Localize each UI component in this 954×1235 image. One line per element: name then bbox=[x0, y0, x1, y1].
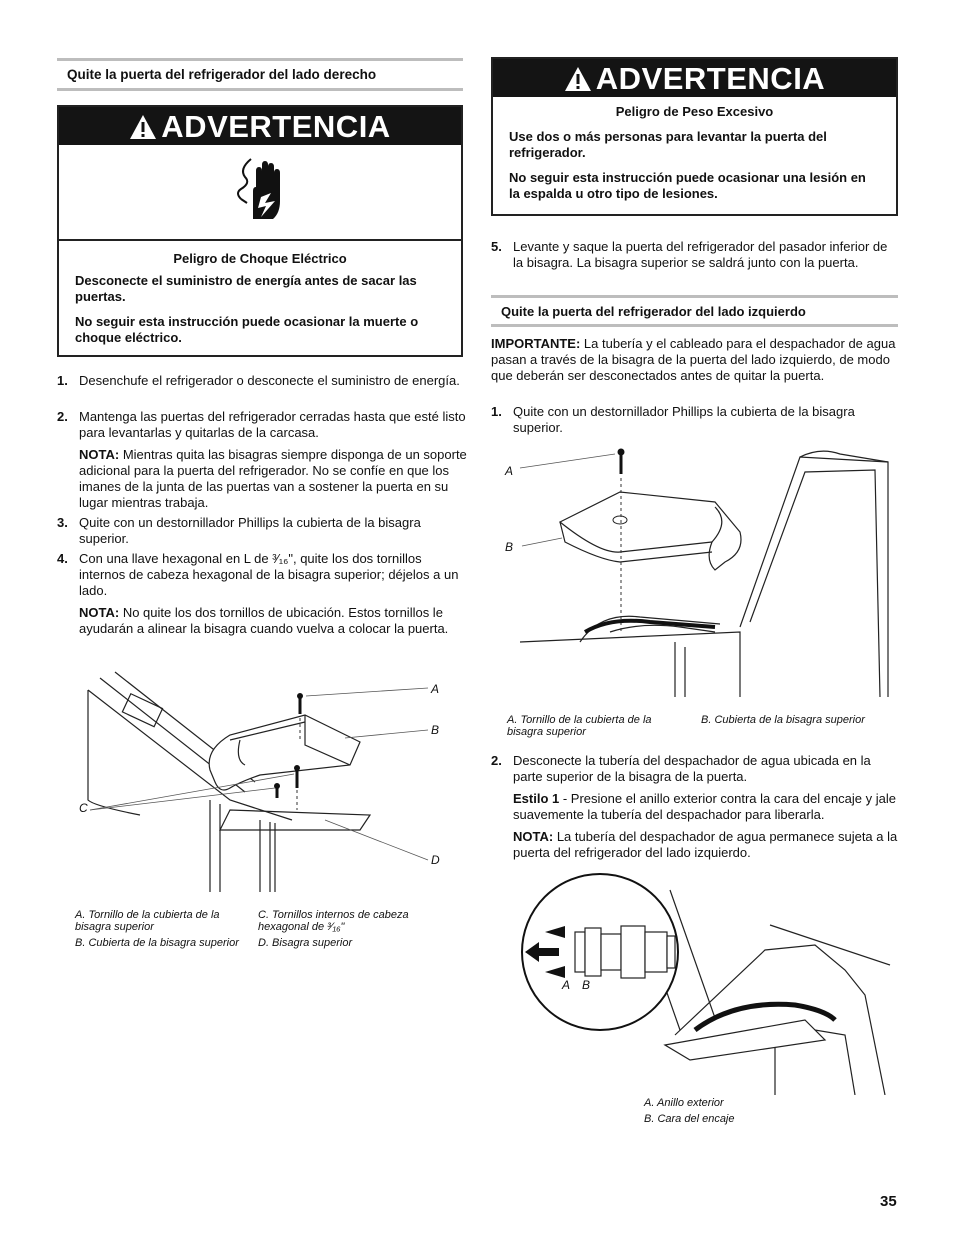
section-title-right-door bbox=[57, 58, 463, 91]
fig2-caption-a: A. Anillo exterior bbox=[644, 1097, 724, 1109]
warning-banner: ADVERTENCIA bbox=[59, 107, 461, 145]
warning-title: Peligro de Choque Eléctrico bbox=[173, 251, 347, 266]
fig-label-d: D bbox=[431, 853, 440, 867]
step-1: 1. Desenchufe el refrigerador o desconecte el suministro de energía. bbox=[57, 373, 460, 388]
step-4-note: NOTA: No quite los dos tornillos de ubicación. Estos tornillos le ayudarán a alinear la bisagra cuando vuelva a colocar la puerta. bbox=[79, 605, 449, 636]
step-2-left-door: 2. Desconecte la tubería del despachador de agua ubicada en la parte superior de la bisagra de la puerta. Estilo 1 - Presione el anillo exterior contra la cara del encaje y jale suavemente la tubería del despachador para liberarla. NOTA: La tubería del despachador de agua permanece sujeta a la puerta del refrigerador del lado izquierdo. bbox=[491, 753, 901, 861]
warning-right-text-2: No seguir esta instrucción puede ocasionar una lesión en la espalda u otro tipo de lesiones. bbox=[509, 170, 866, 201]
fig1-label-b: B bbox=[505, 540, 514, 554]
fig-caption-d: D. Bisagra superior bbox=[258, 937, 353, 949]
electric-shock-warning-box bbox=[57, 105, 463, 357]
warning-triangle-icon bbox=[564, 66, 592, 92]
fig1-caption-a: A. Tornillo de la cubierta de la bisagra superior bbox=[507, 714, 652, 738]
step-3: 3. Quite con un destornillador Phillips la cubierta de la bisagra superior. bbox=[57, 515, 421, 546]
warning-right-text-1: Use dos o más personas para levantar la puerta del refrigerador. bbox=[509, 129, 827, 160]
warning-triangle-icon bbox=[129, 114, 157, 140]
section-title-left-door: Quite la puerta del refrigerador del lado izquierdo bbox=[491, 295, 898, 327]
warning-banner-right: ADVERTENCIA bbox=[493, 59, 896, 97]
warning-text-2: No seguir esta instrucción puede ocasionar la muerte o choque eléctrico. bbox=[75, 314, 419, 345]
style-1-instructions: Estilo 1 - Presione el anillo exterior contra la cara del encaje y jale suavemente la tubería del despachador para liberarla. bbox=[513, 791, 896, 822]
step-2-note: NOTA: Mientras quita las bisagras siempre disponga de un soporte adicional para la puerta del refrigerador. No se confíe en que los imanes de la junta de las puertas van a sostener la puerta en su lugar mientras trabaja. bbox=[79, 447, 467, 510]
fig1-label-a: A bbox=[505, 464, 514, 478]
fig2-label-b: B bbox=[582, 978, 591, 992]
section-title-text: Quite la puerta del refrigerador del lado derecho bbox=[67, 67, 377, 82]
fig-label-a: A bbox=[431, 682, 440, 696]
fig2-label-a: A bbox=[562, 978, 571, 992]
step-2-note-left: NOTA: La tubería del despachador de agua permanece sujeta a la puerta del refrigerador del lado izquierdo. bbox=[513, 829, 898, 860]
left-hinge-diagram bbox=[500, 442, 900, 704]
fig-label-b: B bbox=[431, 723, 440, 737]
step-5: 5. Levante y saque la puerta del refrigerador del pasador inferior de la bisagra. La bisagra superior se saldrá junto con la puerta. bbox=[491, 239, 888, 270]
fig-caption-b: B. Cubierta de la bisagra superior bbox=[75, 937, 239, 949]
fig-caption-a: A. Tornillo de la cubierta de la bisagra superior bbox=[75, 909, 220, 933]
warning-title-right: Peligro de Peso Excesivo bbox=[615, 104, 774, 119]
water-line-diagram bbox=[515, 870, 900, 1095]
weight-warning-box bbox=[491, 57, 898, 216]
electric-shock-hand-icon bbox=[231, 157, 295, 227]
fig1-caption-b: B. Cubierta de la bisagra superior bbox=[701, 714, 865, 726]
warning-text-1: Desconecte el suministro de energía antes de sacar las puertas. bbox=[75, 273, 417, 304]
fig-label-c: C bbox=[79, 801, 88, 815]
important-note: IMPORTANTE: La tubería y el cableado para el despachador de agua pasan a través de la bisagra de la puerta del lado izquierdo, de modo que deberán ser desconectados antes de quitar la puerta. bbox=[491, 336, 896, 383]
step-4: 4. Con una llave hexagonal en L de ³⁄₁₆", quite los dos tornillos internos de cabeza hexagonal de la bisagra superior; déjelos a un lado. NOTA: No quite los dos tornillos de ubicación. Estos tornillos le ayudarán a alinear la bisagra cuando vuelva a colocar la puerta. bbox=[57, 551, 467, 637]
fig2-caption-b: B. Cara del encaje bbox=[644, 1113, 735, 1125]
step-1-left-door: 1. Quite con un destornillador Phillips la cubierta de la bisagra superior. bbox=[491, 404, 855, 435]
step-2: 2. Mantenga las puertas del refrigerador cerradas hasta que esté listo para levantarlas y quitarlas de la carcasa. NOTA: Mientras quita las bisagras siempre disponga de un soporte adicional para la puerta del refrigerador. No se confíe en que los imanes de la junta de las puertas van a sostener la puerta en su lugar mientras trabaja. bbox=[57, 409, 467, 510]
warning-icon-panel bbox=[59, 145, 461, 241]
page-number: 35 bbox=[880, 1193, 897, 1210]
right-hinge-diagram bbox=[70, 670, 450, 900]
fig-caption-c: C. Tornillos internos de cabeza hexagonal de ³⁄₁₆" bbox=[258, 909, 409, 933]
